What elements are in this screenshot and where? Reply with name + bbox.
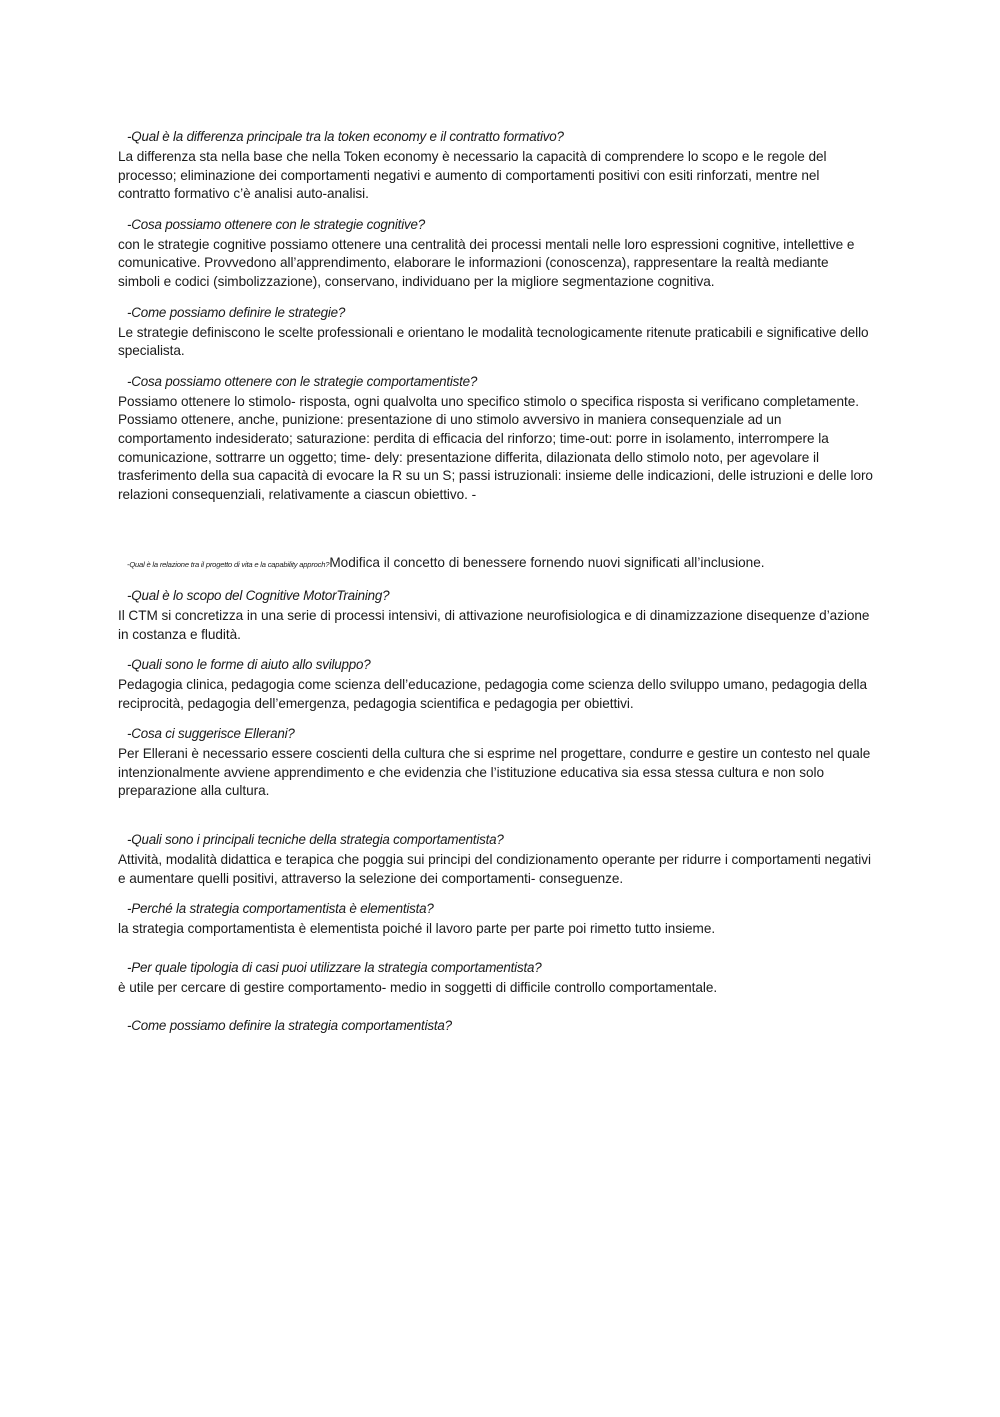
answer: con le strategie cognitive possiamo ottenere una centralità dei processi mentali nelle loro espressioni cognitive, intellettive e comunicative. Provvedono all’apprendimento, elaborare le informazioni (conoscenza), rappresentare la realtà mediante simboli e codici (simbolizzazione), conservano, individuano per la migliore segmentazione cognitiva. <box>118 236 855 289</box>
answer: Per Ellerani è necessario essere coscienti della cultura che si esprime nel progettare, condurre e gestire un contesto nel quale intenzionalmente avviene apprendimento e che evidenzia che l’istituzione educativa sia essa stessa cultura e non solo preparazione alla cultura. <box>118 746 871 799</box>
question: -Come possiamo definire le strategie? <box>127 304 346 320</box>
answer: Il CTM si concretizza in una serie di processi intensivi, di attivazione neurofisiologica e di dinamizzazione disequenze d’azione in costanza e fludità. <box>118 607 870 642</box>
question: -Quali sono le forme di aiuto allo sviluppo? <box>127 657 371 673</box>
qa-block-8 <box>118 725 873 801</box>
answer: è utile per cercare di gestire comportamento- medio in soggetti di difficile controllo comportamentale. <box>118 979 718 995</box>
qa-block-10 <box>118 900 873 939</box>
qa-block-12 <box>118 1017 873 1035</box>
qa-block-2 <box>118 216 873 292</box>
answer: Attività, modalità didattica e terapica che poggia sui principi del condizionamento operante per ridurre i comportamenti negativi e aumentare quelli positivi, attraverso la selezione dei comportamenti- conseguenze. <box>118 852 871 886</box>
qa-block-3 <box>118 304 873 361</box>
qa-block-1 <box>118 128 873 204</box>
question: -Per quale tipologia di casi puoi utilizzare la strategia comportamentista? <box>127 959 542 975</box>
question: -Cosa possiamo ottenere con le strategie cognitive? <box>127 216 425 232</box>
qa-block-4 <box>118 373 873 505</box>
qa-block-5 <box>118 554 873 575</box>
answer: La differenza sta nella base che nella Token economy è necessario la capacità di comprendere lo scopo e le regole del processo; eliminazione dei comportamenti negativi e aumento di comportamenti positivi con esiti rinforzati, mentre nel contratto formativo c’è analisi auto-analisi. <box>118 149 827 202</box>
document-page <box>118 128 873 1035</box>
question: -Qual è la differenza principale tra la token economy e il contratto formativo? <box>127 129 564 144</box>
question: -Perché la strategia comportamentista è elementista? <box>127 901 434 917</box>
qa-block-9 <box>118 831 873 888</box>
answer: Modifica il concetto di benessere fornendo nuovi significati all’inclusione. <box>329 555 765 571</box>
answer: Le strategie definiscono le scelte professionali e orientano le modalità tecnologicamente ritenute praticabili e significative dello specialista. <box>118 324 869 359</box>
question: -Cosa possiamo ottenere con le strategie comportamentiste? <box>127 373 478 389</box>
question: -Qual è lo scopo del Cognitive MotorTraining? <box>127 587 390 603</box>
question: -Come possiamo definire la strategia comportamentista? <box>127 1018 452 1034</box>
question: -Quali sono i principali tecniche della strategia comportamentista? <box>127 832 504 848</box>
answer: la strategia comportamentista è elementista poiché il lavoro parte per parte poi rimetto tutto insieme. <box>118 921 716 937</box>
qa-block-11 <box>118 959 873 998</box>
qa-block-7 <box>118 656 873 713</box>
answer: Pedagogia clinica, pedagogia come scienza dell’educazione, pedagogia come scienza dello sviluppo umano, pedagogia della reciprocità, pedagogia dell’emergenza, pedagogia scientifica e pedagogia per obiettivi. <box>118 677 868 711</box>
question: -Cosa ci suggerisce Ellerani? <box>127 726 295 742</box>
qa-block-6 <box>118 587 873 644</box>
answer: Possiamo ottenere lo stimolo- risposta, ogni qualvolta uno specifico stimolo o specifica risposta si verificano completamente. Possiamo ottenere, anche, punizione: presentazione di uno stimolo avversivo in maniera consequenziale ad un comportamento indesiderato; saturazione: perdita di efficacia del rinforzo; time-out: porre in isolamento, interrompere la comunicazione, sottrarre un oggetto; time- dely: presentazione differita, dilazionata dello stimolo noto, per agevolare il trasferimento della sua capacità di evocare la R su un S; passi istruzionali: insieme delle indicazioni, delle istruzioni e delle loro relazioni consequenziali, relativamente a ciascun obiettivo. - <box>118 393 873 502</box>
question: -Qual è la relazione tra il progetto di vita e la capability approch? <box>127 560 330 570</box>
